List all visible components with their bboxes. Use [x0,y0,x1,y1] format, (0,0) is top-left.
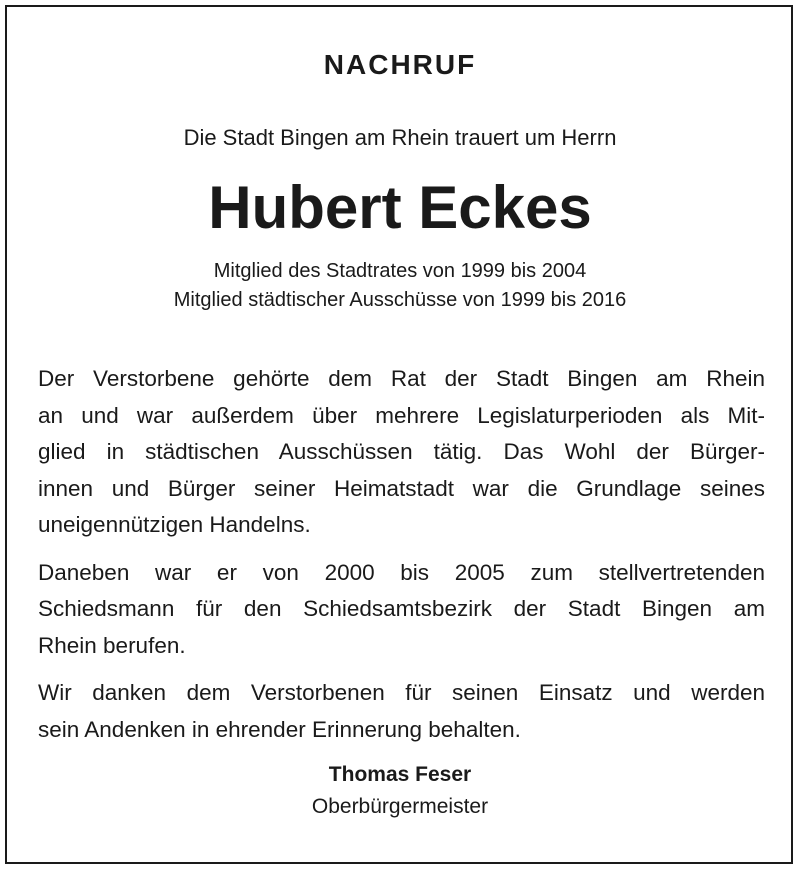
body-paragraph [38,675,765,748]
body-line: Schiedsmann für den Schiedsamtsbezirk der Stadt Bingen am [38,596,765,621]
body-line: sein Andenken in ehrender Erinnerung behalten. [38,716,521,742]
role-line: Mitglied städtischer Ausschüsse von 1999 bis 2016 [173,289,627,311]
notice-heading: NACHRUF [323,49,477,80]
body-line: Wir danken dem Verstorbenen für seinen Einsatz und werden [38,680,765,705]
body-line: an und war außerdem über mehrere Legislaturperioden als Mit- [38,402,765,428]
body-line: Der Verstorbene gehörte dem Rat der Stadt Bingen am Rhein [38,366,765,391]
body-line: Daneben war er von 2000 bis 2005 zum stellvertretenden [38,559,765,585]
body-line: glied in städtischen Ausschüssen tätig. Das Wohl der Bürger- [38,439,765,464]
role-line: Mitglied des Stadtrates von 1999 bis 2004 [213,260,587,282]
roles-block [0,257,800,315]
body-paragraph [38,361,765,544]
body-line: innen und Bürger seiner Heimatstadt war die Grundlage seines [38,475,765,501]
body-line: uneigennützigen Handelns. [38,512,311,537]
intro-line: Die Stadt Bingen am Rhein trauert um Herrn [183,125,617,150]
notice-body [38,361,765,748]
body-line: Rhein berufen. [38,632,186,658]
signer-title: Oberbürgermeister [311,795,489,818]
deceased-name: Hubert Eckes [208,174,592,241]
body-paragraph [38,555,765,665]
signer-name: Thomas Feser [328,763,472,786]
